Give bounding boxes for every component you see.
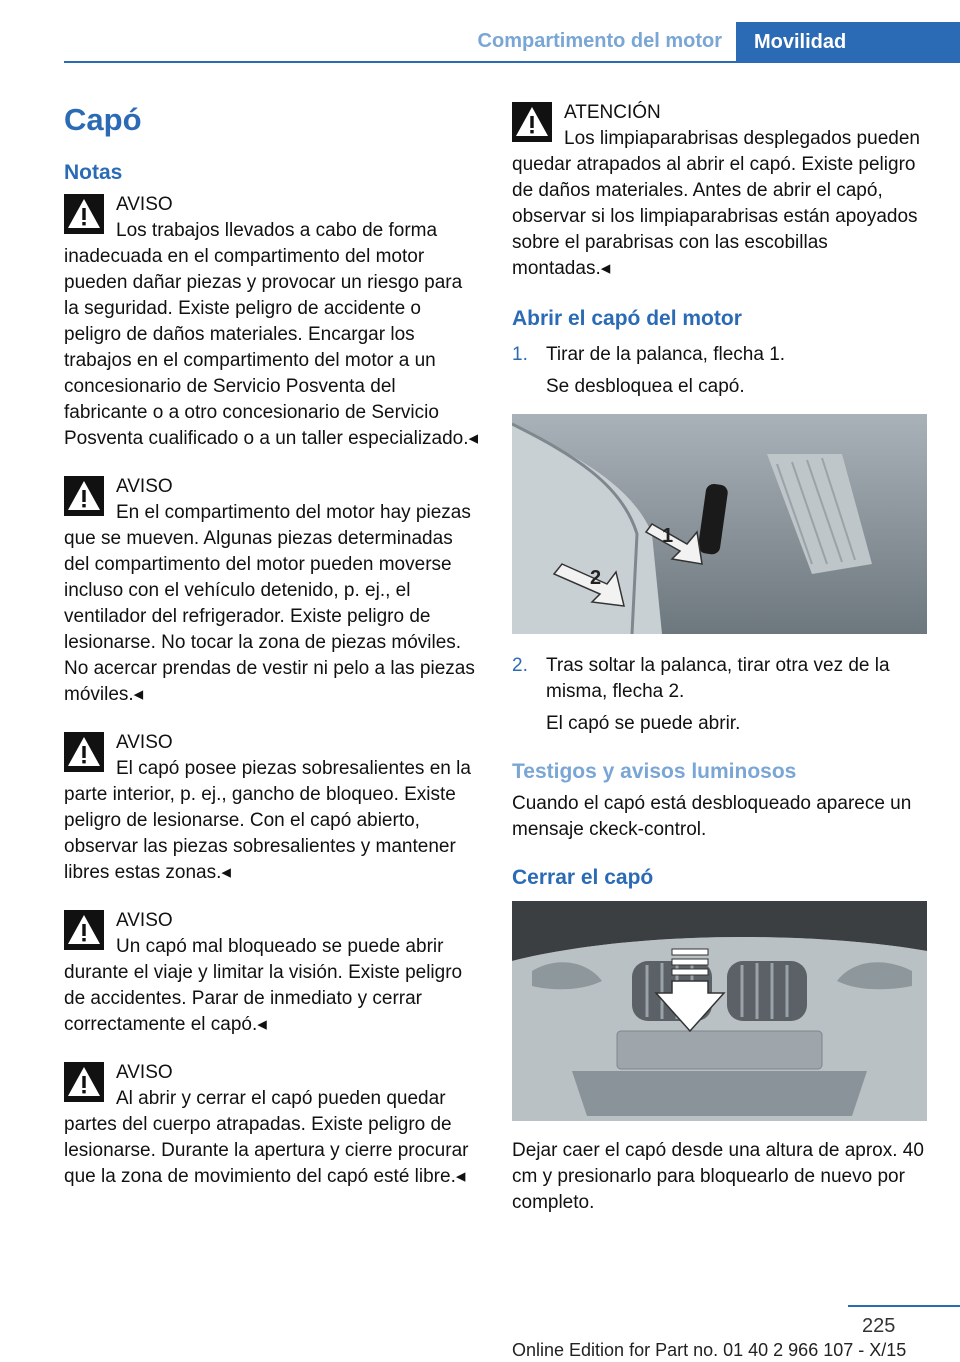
warning-block — [64, 1060, 479, 1190]
notes-heading: Notas — [64, 161, 123, 184]
online-edition-note: Online Edition for Part no. 01 40 2 966 107 - X/15 — [512, 1340, 907, 1360]
warning-text: Los trabajos llevados a cabo de forma inadecuada en el compartimento del motor pueden dañar piezas y provocar un riesgo para la seguridad. Existe peligro de accidente o peligro de daños materiales. Encargar los trabajos en el compartimento del motor a un concesionario de Servicio Posventa del fabricante o a otro concesionario de Servicio Posventa cualificado o a un taller especializado.◂ — [64, 220, 479, 449]
step-text: Tras soltar la palanca, tirar otra vez de la misma, flecha 2. — [546, 655, 890, 702]
page-title: Capó — [64, 102, 142, 137]
open-steps-list — [512, 342, 927, 400]
hood-lever-illustration — [512, 414, 927, 639]
warning-head: AVISO — [116, 732, 173, 753]
indicator-lights-heading: Testigos y avisos luminosos — [512, 760, 797, 783]
left-column — [64, 100, 479, 1212]
page-number: 225 — [862, 1315, 896, 1337]
warning-head: AVISO — [116, 194, 173, 215]
warning-triangle-icon — [64, 1062, 104, 1102]
warning-triangle-icon — [64, 732, 104, 772]
header-chapter-label: Movilidad — [754, 31, 847, 53]
close-hood-image — [512, 901, 927, 1121]
warning-triangle-icon — [64, 194, 104, 234]
warning-block — [64, 192, 479, 452]
step-number: 2. — [512, 655, 528, 676]
warning-text: El capó posee piezas sobresalientes en la parte interior, p. ej., gancho de bloqueo. Existe peligro de lesionarse. Con el capó abierto, observar las piezas sobresalientes y mantener libres estas zonas.◂ — [64, 758, 471, 883]
arrow-label-1: 1 — [662, 525, 674, 547]
open-hood-heading: Abrir el capó del motor — [512, 307, 742, 330]
warning-text: Un capó mal bloqueado se puede abrir durante el viaje y limitar la visión. Existe peligro de accidentes. Parar de inmediato y cerrar correctamente el capó.◂ — [64, 936, 463, 1035]
step-number: 1. — [512, 344, 528, 365]
warning-text: En el compartimento del motor hay piezas que se mueven. Algunas piezas determinadas del compartimento del motor pueden moverse incluso con el vehículo detenido, p. ej., el ventilador del refrigerador. Existe peligro de lesionarse. No tocar la zona de piezas móviles. No acercar prendas de vestir ni pelo a las piezas móviles.◂ — [64, 502, 475, 705]
warning-head: AVISO — [116, 910, 173, 931]
warning-block — [64, 730, 479, 886]
warning-text: Al abrir y cerrar el capó pueden quedar partes del cuerpo atrapadas. Existe peligro de lesionarse. Durante la apertura y cierre procurar que la zona de movimiento del capó esté libre.◂ — [64, 1088, 469, 1187]
warning-head: AVISO — [116, 476, 173, 497]
footer-rule — [848, 1305, 960, 1307]
warning-triangle-icon — [64, 476, 104, 516]
close-hood-heading: Cerrar el capó — [512, 866, 654, 889]
open-steps-list-2 — [512, 653, 927, 737]
warning-triangle-icon — [64, 910, 104, 950]
close-hood-text: Dejar caer el capó desde una altura de aprox. 40 cm y presionarlo para bloquearlo de nuevo por completo. — [512, 1140, 924, 1213]
step-item — [512, 342, 927, 400]
right-column — [512, 100, 927, 1216]
step-result: El capó se puede abrir. — [546, 713, 741, 734]
step-result: Se desbloquea el capó. — [546, 376, 745, 397]
warning-block — [64, 908, 479, 1038]
attention-text: Los limpiaparabrisas desplegados pueden quedar atrapados al abrir el capó. Existe peligro de daños materiales. Antes de abrir el capó, observar si los limpiaparabrisas están apoyados sobre el parabrisas con las escobillas montadas.◂ — [512, 128, 920, 279]
close-hood-illustration — [512, 901, 927, 1126]
attention-block — [512, 100, 927, 282]
warning-head: AVISO — [116, 1062, 173, 1083]
attention-head: ATENCIÓN — [564, 102, 661, 123]
arrow-label-2: 2 — [590, 567, 602, 589]
step-text: Tirar de la palanca, flecha 1. — [546, 344, 786, 365]
warning-block — [64, 474, 479, 708]
header-section-title: Compartimento del motor — [477, 30, 722, 52]
indicator-lights-text: Cuando el capó está desbloqueado aparece un mensaje ckeck-control. — [512, 793, 912, 840]
step-item — [512, 653, 927, 737]
header-chapter-tab — [736, 22, 960, 63]
warning-triangle-icon — [512, 102, 552, 142]
hood-lever-image — [512, 414, 927, 634]
